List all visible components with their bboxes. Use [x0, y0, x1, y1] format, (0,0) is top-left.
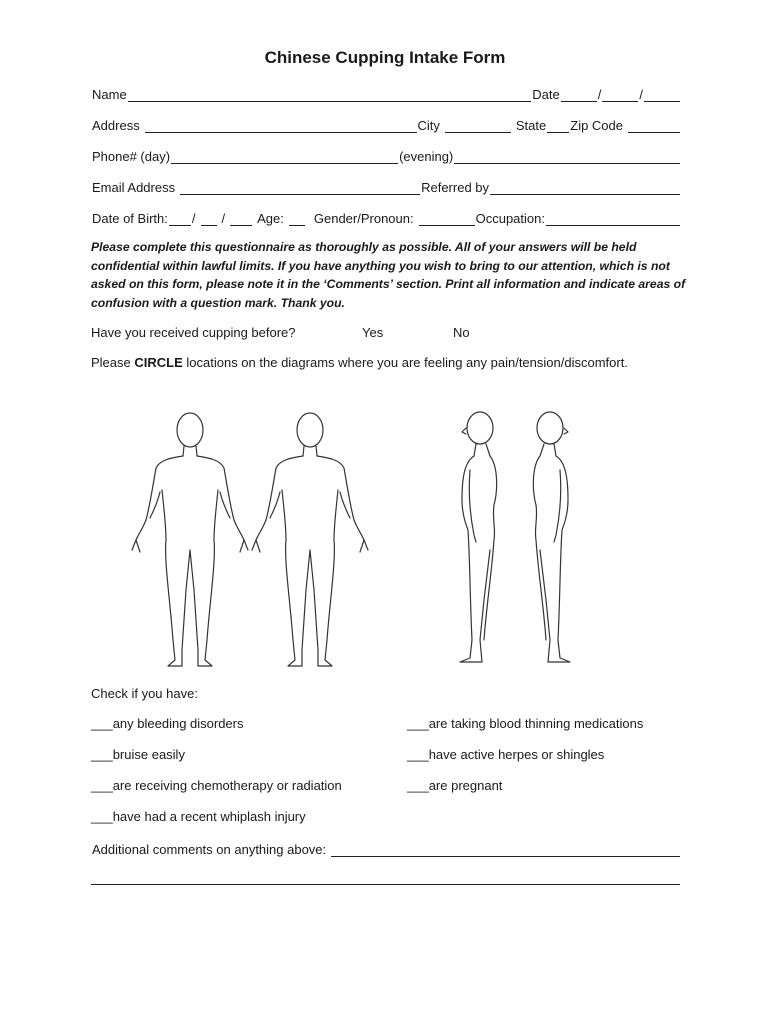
checklist-item-bleeding[interactable]: ___any bleeding disorders: [91, 716, 244, 731]
dob-day-field[interactable]: [201, 211, 217, 226]
city-field[interactable]: [445, 118, 511, 133]
address-row: [91, 115, 680, 133]
comments-row: [91, 839, 680, 857]
body-diagrams[interactable]: [120, 400, 600, 675]
occupation-label: Occupation:: [475, 211, 545, 226]
address-field[interactable]: [145, 118, 417, 133]
email-row: [91, 177, 680, 195]
dob-month-field[interactable]: [169, 211, 191, 226]
phone-day-label: Phone# (day): [92, 149, 171, 164]
comments-label: Additional comments on anything above:: [92, 842, 327, 857]
gender-label: Gender/Pronoun:: [313, 211, 414, 226]
checklist-item-bruise[interactable]: ___bruise easily: [91, 747, 185, 762]
dob-slash: /: [191, 211, 196, 226]
date-year-field[interactable]: [644, 87, 680, 102]
checklist-item-pregnant[interactable]: ___are pregnant: [407, 778, 503, 793]
checklist-item-herpes[interactable]: ___have active herpes or shingles: [407, 747, 605, 762]
intro-paragraph: Please complete this questionnaire as thoroughly as possible. All of your answers will be held confidential within lawful limits. If you have anything you wish to bring to our attention, which is not asked on this form, please note it in the ‘Comments’ section. Print all information and indicate areas of confusion with a question mark. Thank you.: [91, 240, 686, 310]
state-field[interactable]: [547, 118, 569, 133]
dob-slash: /: [221, 211, 226, 226]
checklist-item-chemo[interactable]: ___are receiving chemotherapy or radiation: [91, 778, 342, 793]
email-field[interactable]: [180, 180, 420, 195]
age-field[interactable]: [289, 211, 305, 226]
circle-pre: Please: [91, 355, 131, 370]
date-month-field[interactable]: [561, 87, 597, 102]
address-label: Address: [92, 118, 140, 133]
gender-field[interactable]: [419, 211, 475, 226]
circle-instruction: [91, 355, 628, 370]
phone-evening-field[interactable]: [454, 149, 680, 164]
form-title: Chinese Cupping Intake Form: [264, 48, 506, 67]
dob-year-field[interactable]: [230, 211, 252, 226]
phone-row: [91, 146, 680, 164]
comments-field[interactable]: [331, 842, 680, 857]
yes-option[interactable]: Yes: [362, 325, 384, 340]
referred-field[interactable]: [490, 180, 680, 195]
date-label: Date: [532, 87, 560, 102]
referred-label: Referred by: [421, 180, 490, 195]
circle-word: CIRCLE: [134, 355, 183, 370]
left-side-body-figure[interactable]: [533, 412, 570, 662]
name-date-row: [91, 84, 680, 102]
right-side-body-figure[interactable]: [460, 412, 497, 662]
age-label: Age:: [257, 211, 284, 226]
phone-day-field[interactable]: [171, 149, 398, 164]
comments-field-line-2[interactable]: [91, 884, 680, 885]
dob-row: [91, 208, 680, 226]
city-label: City: [417, 118, 440, 133]
zip-label: Zip Code: [570, 118, 623, 133]
front-body-figure[interactable]: [132, 413, 248, 666]
checklist-item-blood-thinners[interactable]: ___are taking blood thinning medications: [407, 716, 644, 731]
occupation-field[interactable]: [546, 211, 680, 226]
checklist-item-whiplash[interactable]: ___have had a recent whiplash injury: [91, 809, 306, 824]
email-label: Email Address: [92, 180, 176, 195]
check-heading: Check if you have:: [91, 686, 198, 701]
circle-post: locations on the diagrams where you are feeling any pain/tension/discomfort.: [186, 355, 628, 370]
no-option[interactable]: No: [453, 325, 470, 340]
back-body-figure[interactable]: [252, 413, 368, 666]
state-label: State: [515, 118, 547, 133]
date-slash: /: [597, 87, 602, 102]
cupping-question: Have you received cupping before?: [91, 325, 296, 340]
date-slash: /: [639, 87, 643, 102]
date-day-field[interactable]: [602, 87, 638, 102]
phone-evening-label: (evening): [399, 149, 454, 164]
name-label: Name: [92, 87, 127, 102]
dob-label: Date of Birth:: [92, 211, 168, 226]
zip-field[interactable]: [628, 118, 680, 133]
name-field[interactable]: [128, 87, 532, 102]
